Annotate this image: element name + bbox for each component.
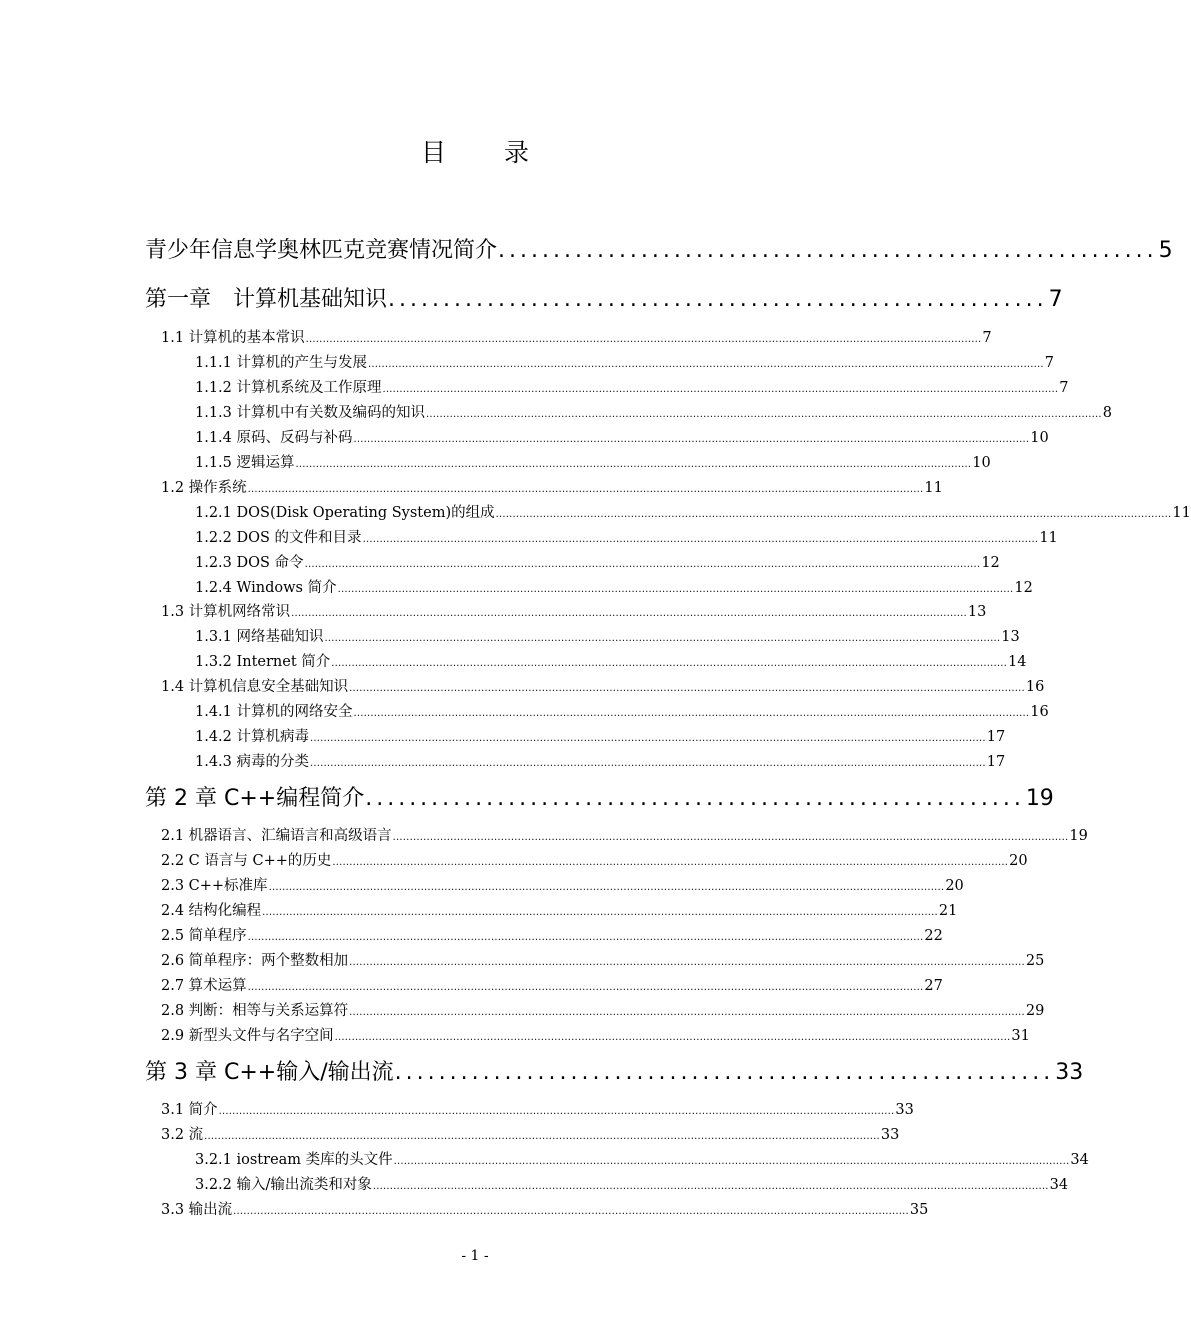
toc-entry-title: 1.2.4 Windows 简介 (195, 580, 337, 596)
toc-entry-page: 7 (1059, 380, 1069, 396)
toc-entry-title: 3.2.1 iostream 类库的头文件 (195, 1152, 393, 1168)
toc-entry[interactable] (195, 725, 1006, 745)
toc-entry-title: 3.3 输出流 (161, 1202, 233, 1218)
toc-entry-title: 1.3.2 Internet 简介 (195, 654, 331, 670)
toc-dot-leader: ........................................................................................................................................................................................................ (393, 1156, 1070, 1167)
toc-dot-leader: ........................................................................................................................................................................................................ (332, 857, 1009, 868)
toc-entry-page: 11 (1172, 505, 1191, 521)
toc-entry-page: 33 (895, 1102, 914, 1118)
toc-entry-title: 3.2 流 (161, 1127, 204, 1143)
toc-dot-leader: ........................................................................................................................................................................................................ (334, 1032, 1011, 1043)
toc-entry-page: 17 (986, 754, 1006, 770)
toc-entry-page: 20 (1009, 853, 1028, 869)
title-char-right: 录 (504, 138, 530, 167)
toc-entry[interactable] (161, 1024, 1030, 1044)
toc-dot-leader: ........................................................................................................................................................................................................ (305, 334, 982, 345)
toc-entry[interactable] (161, 326, 992, 346)
toc-entry-title: 2.9 新型头文件与名字空间 (161, 1028, 334, 1044)
toc-entry-title: 青少年信息学奥林匹克竞赛情况简介 (145, 238, 498, 263)
page-title (0, 133, 950, 169)
toc-dot-leader: ........................................................................................................................................................................................................ (426, 409, 1102, 420)
toc-entry[interactable] (195, 551, 1000, 571)
toc-entry-title: 1.4.3 病毒的分类 (195, 754, 310, 770)
toc-entry[interactable] (161, 949, 1045, 969)
toc-dot-leader: ........................................................................................................................................................................................................ (362, 534, 1039, 545)
toc-dot-leader: ........................................................................................................................................................................................................ (349, 957, 1025, 968)
toc-entry[interactable] (195, 526, 1058, 546)
toc-entry-page: 21 (938, 903, 958, 919)
toc-entry-title: 1.4.2 计算机病毒 (195, 729, 310, 745)
toc-dot-leader: ........................................................................................................................................................................................................ (233, 1206, 909, 1217)
toc-entry-page: 10 (1030, 430, 1049, 446)
toc-entry-title: 1.1.1 计算机的产生与发展 (195, 355, 368, 371)
toc-entry-page: 22 (924, 928, 943, 944)
toc-entry-title: 2.1 机器语言、汇编语言和高级语言 (161, 828, 392, 844)
toc-dot-leader: ........................................................................................................................................................................................................ (268, 882, 945, 893)
toc-dot-leader: ........................................................................................................................................................................................................ (247, 932, 924, 943)
toc-entry[interactable] (145, 781, 1054, 811)
toc-entry-page: 8 (1102, 405, 1112, 421)
toc-entry[interactable] (195, 576, 1033, 596)
toc-entry[interactable] (161, 1098, 914, 1118)
toc-dot-leader: ........................................................................................................................................................................................................ (337, 584, 1014, 595)
toc-entry-page: 34 (1070, 1152, 1089, 1168)
toc-dot-leader: ........................................................................................................................................................................................................ (349, 1007, 1025, 1018)
toc-dot-leader: ........................................................................................................................................................................................................ (392, 832, 1069, 843)
toc-entry[interactable] (195, 750, 1006, 770)
toc-entry-title: 2.6 简单程序：两个整数相加 (161, 953, 349, 969)
toc-entry[interactable] (195, 451, 991, 471)
toc-dot-leader: ........................................................................................................................................................................................................ (382, 384, 1059, 395)
toc-entry-title: 2.2 C 语言与 C++的历史 (161, 853, 332, 869)
toc-entry-title: 1.1.2 计算机系统及工作原理 (195, 380, 382, 396)
toc-entry-page: 25 (1025, 953, 1045, 969)
toc-entry-page: 29 (1025, 1003, 1045, 1019)
toc-dot-leader: ............................................................ (365, 786, 1025, 811)
toc-dot-leader: ........................................................................................................................................................................................................ (310, 758, 986, 769)
title-char-left: 目 (420, 138, 446, 167)
toc-dot-leader: ............................................................ (394, 1060, 1055, 1085)
toc-entry-page: 31 (1011, 1028, 1030, 1044)
toc-entry-page: 20 (945, 878, 964, 894)
toc-entry-title: 1.2.2 DOS 的文件和目录 (195, 530, 362, 546)
page-number-footer: - 1 - (461, 1248, 489, 1264)
toc-entry-title: 第一章 计算机基础知识 (145, 287, 388, 312)
toc-dot-leader: ........................................................................................................................................................................................................ (310, 733, 986, 744)
toc-dot-leader: ........................................................................................................................................................................................................ (295, 459, 972, 470)
toc-entry-page: 16 (1030, 704, 1049, 720)
toc-entry[interactable] (195, 351, 1054, 371)
toc-entry[interactable] (161, 824, 1088, 844)
toc-entry-title: 2.3 C++标准库 (161, 878, 268, 894)
toc-entry-page: 33 (1055, 1060, 1084, 1085)
toc-entry-title: 2.7 算术运算 (161, 978, 247, 994)
toc-dot-leader: ........................................................................................................................................................................................................ (262, 907, 938, 918)
toc-entry-page: 19 (1025, 786, 1054, 811)
toc-entry-title: 1.3 计算机网络常识 (161, 604, 291, 620)
toc-entry[interactable] (195, 1173, 1069, 1193)
toc-entry[interactable] (195, 1148, 1089, 1168)
toc-dot-leader: ........................................................................................................................................................................................................ (291, 608, 967, 619)
toc-entry-page: 13 (967, 604, 987, 620)
toc-entry-page: 33 (880, 1127, 900, 1143)
toc-dot-leader: ........................................................................................................................................................................................................ (495, 509, 1172, 520)
toc-entry-title: 3.2.2 输入/输出流类和对象 (195, 1177, 372, 1193)
toc-entry-page: 13 (1001, 629, 1020, 645)
toc-entry-page: 12 (1014, 580, 1033, 596)
toc-entry-title: 2.8 判断：相等与关系运算符 (161, 1003, 349, 1019)
toc-entry-title: 第 3 章 C++输入/输出流 (145, 1060, 394, 1085)
toc-entry-title: 1.2.1 DOS(Disk Operating System)的组成 (195, 505, 495, 521)
toc-dot-leader: ............................................................ (498, 238, 1158, 263)
toc-entry[interactable] (161, 1198, 929, 1218)
toc-entry-title: 3.1 简介 (161, 1102, 218, 1118)
toc-entry-title: 1.2 操作系统 (161, 480, 247, 496)
toc-entry[interactable] (161, 675, 1045, 695)
toc-entry-page: 5 (1158, 238, 1173, 263)
toc-entry-title: 1.2.3 DOS 命令 (195, 555, 304, 571)
toc-entry-page: 14 (1008, 654, 1027, 670)
toc-entry-title: 2.5 简单程序 (161, 928, 247, 944)
toc-entry[interactable] (195, 426, 1049, 446)
toc-dot-leader: ........................................................................................................................................................................................................ (204, 1131, 880, 1142)
toc-dot-leader: ........................................................................................................................................................................................................ (304, 559, 981, 570)
toc-dot-leader: ........................................................................................................................................................................................................ (353, 708, 1030, 719)
toc-entry-title: 1.4.1 计算机的网络安全 (195, 704, 353, 720)
toc-entry[interactable] (161, 1123, 900, 1143)
toc-entry-page: 19 (1069, 828, 1088, 844)
toc-entry[interactable] (161, 874, 964, 894)
toc-dot-leader: ............................................................ (388, 287, 1048, 312)
toc-entry-title: 1.1.4 原码、反码与补码 (195, 430, 353, 446)
toc-entry-title: 1.1 计算机的基本常识 (161, 330, 305, 346)
toc-entry[interactable] (161, 600, 987, 620)
toc-entry[interactable] (195, 700, 1049, 720)
toc-entry[interactable] (195, 501, 1191, 521)
toc-dot-leader: ........................................................................................................................................................................................................ (372, 1181, 1049, 1192)
toc-dot-leader: ........................................................................................................................................................................................................ (247, 484, 924, 495)
toc-entry-title: 1.1.5 逻辑运算 (195, 455, 295, 471)
toc-entry-page: 7 (1044, 355, 1054, 371)
toc-entry[interactable] (195, 650, 1027, 670)
toc-entry-title: 1.1.3 计算机中有关数及编码的知识 (195, 405, 426, 421)
toc-entry[interactable] (161, 974, 943, 994)
toc-entry[interactable] (145, 233, 1173, 263)
toc-entry[interactable] (161, 999, 1045, 1019)
toc-entry[interactable] (195, 401, 1112, 421)
toc-entry-title: 1.4 计算机信息安全基础知识 (161, 679, 349, 695)
toc-entry-page: 11 (1039, 530, 1058, 546)
toc-entry[interactable] (161, 849, 1028, 869)
toc-entry-title: 1.3.1 网络基础知识 (195, 629, 324, 645)
toc-entry-title: 2.4 结构化编程 (161, 903, 262, 919)
toc-entry-page: 35 (909, 1202, 929, 1218)
toc-entry[interactable] (145, 282, 1063, 312)
toc-dot-leader: ........................................................................................................................................................................................................ (218, 1106, 895, 1117)
toc-entry-page: 17 (986, 729, 1006, 745)
toc-dot-leader: ........................................................................................................................................................................................................ (349, 683, 1025, 694)
toc-dot-leader: ........................................................................................................................................................................................................ (247, 982, 924, 993)
toc-entry-title: 第 2 章 C++编程简介 (145, 786, 365, 811)
toc-entry-page: 34 (1049, 1177, 1069, 1193)
toc-dot-leader: ........................................................................................................................................................................................................ (368, 359, 1044, 370)
toc-dot-leader: ........................................................................................................................................................................................................ (324, 633, 1001, 644)
toc-entry-page: 11 (924, 480, 943, 496)
toc-entry[interactable] (161, 476, 943, 496)
toc-dot-leader: ........................................................................................................................................................................................................ (331, 658, 1008, 669)
toc-entry[interactable] (145, 1055, 1084, 1085)
toc-entry-page: 7 (982, 330, 992, 346)
toc-entry-page: 16 (1025, 679, 1045, 695)
toc-entry[interactable] (195, 376, 1069, 396)
toc-entry-page: 27 (924, 978, 943, 994)
toc-entry[interactable] (161, 924, 943, 944)
toc-entry-page: 7 (1048, 287, 1063, 312)
toc-entry[interactable] (161, 899, 958, 919)
toc-dot-leader: ........................................................................................................................................................................................................ (353, 434, 1030, 445)
toc-entry[interactable] (195, 625, 1020, 645)
toc-entry-page: 12 (981, 555, 1000, 571)
toc-entry-page: 10 (972, 455, 991, 471)
